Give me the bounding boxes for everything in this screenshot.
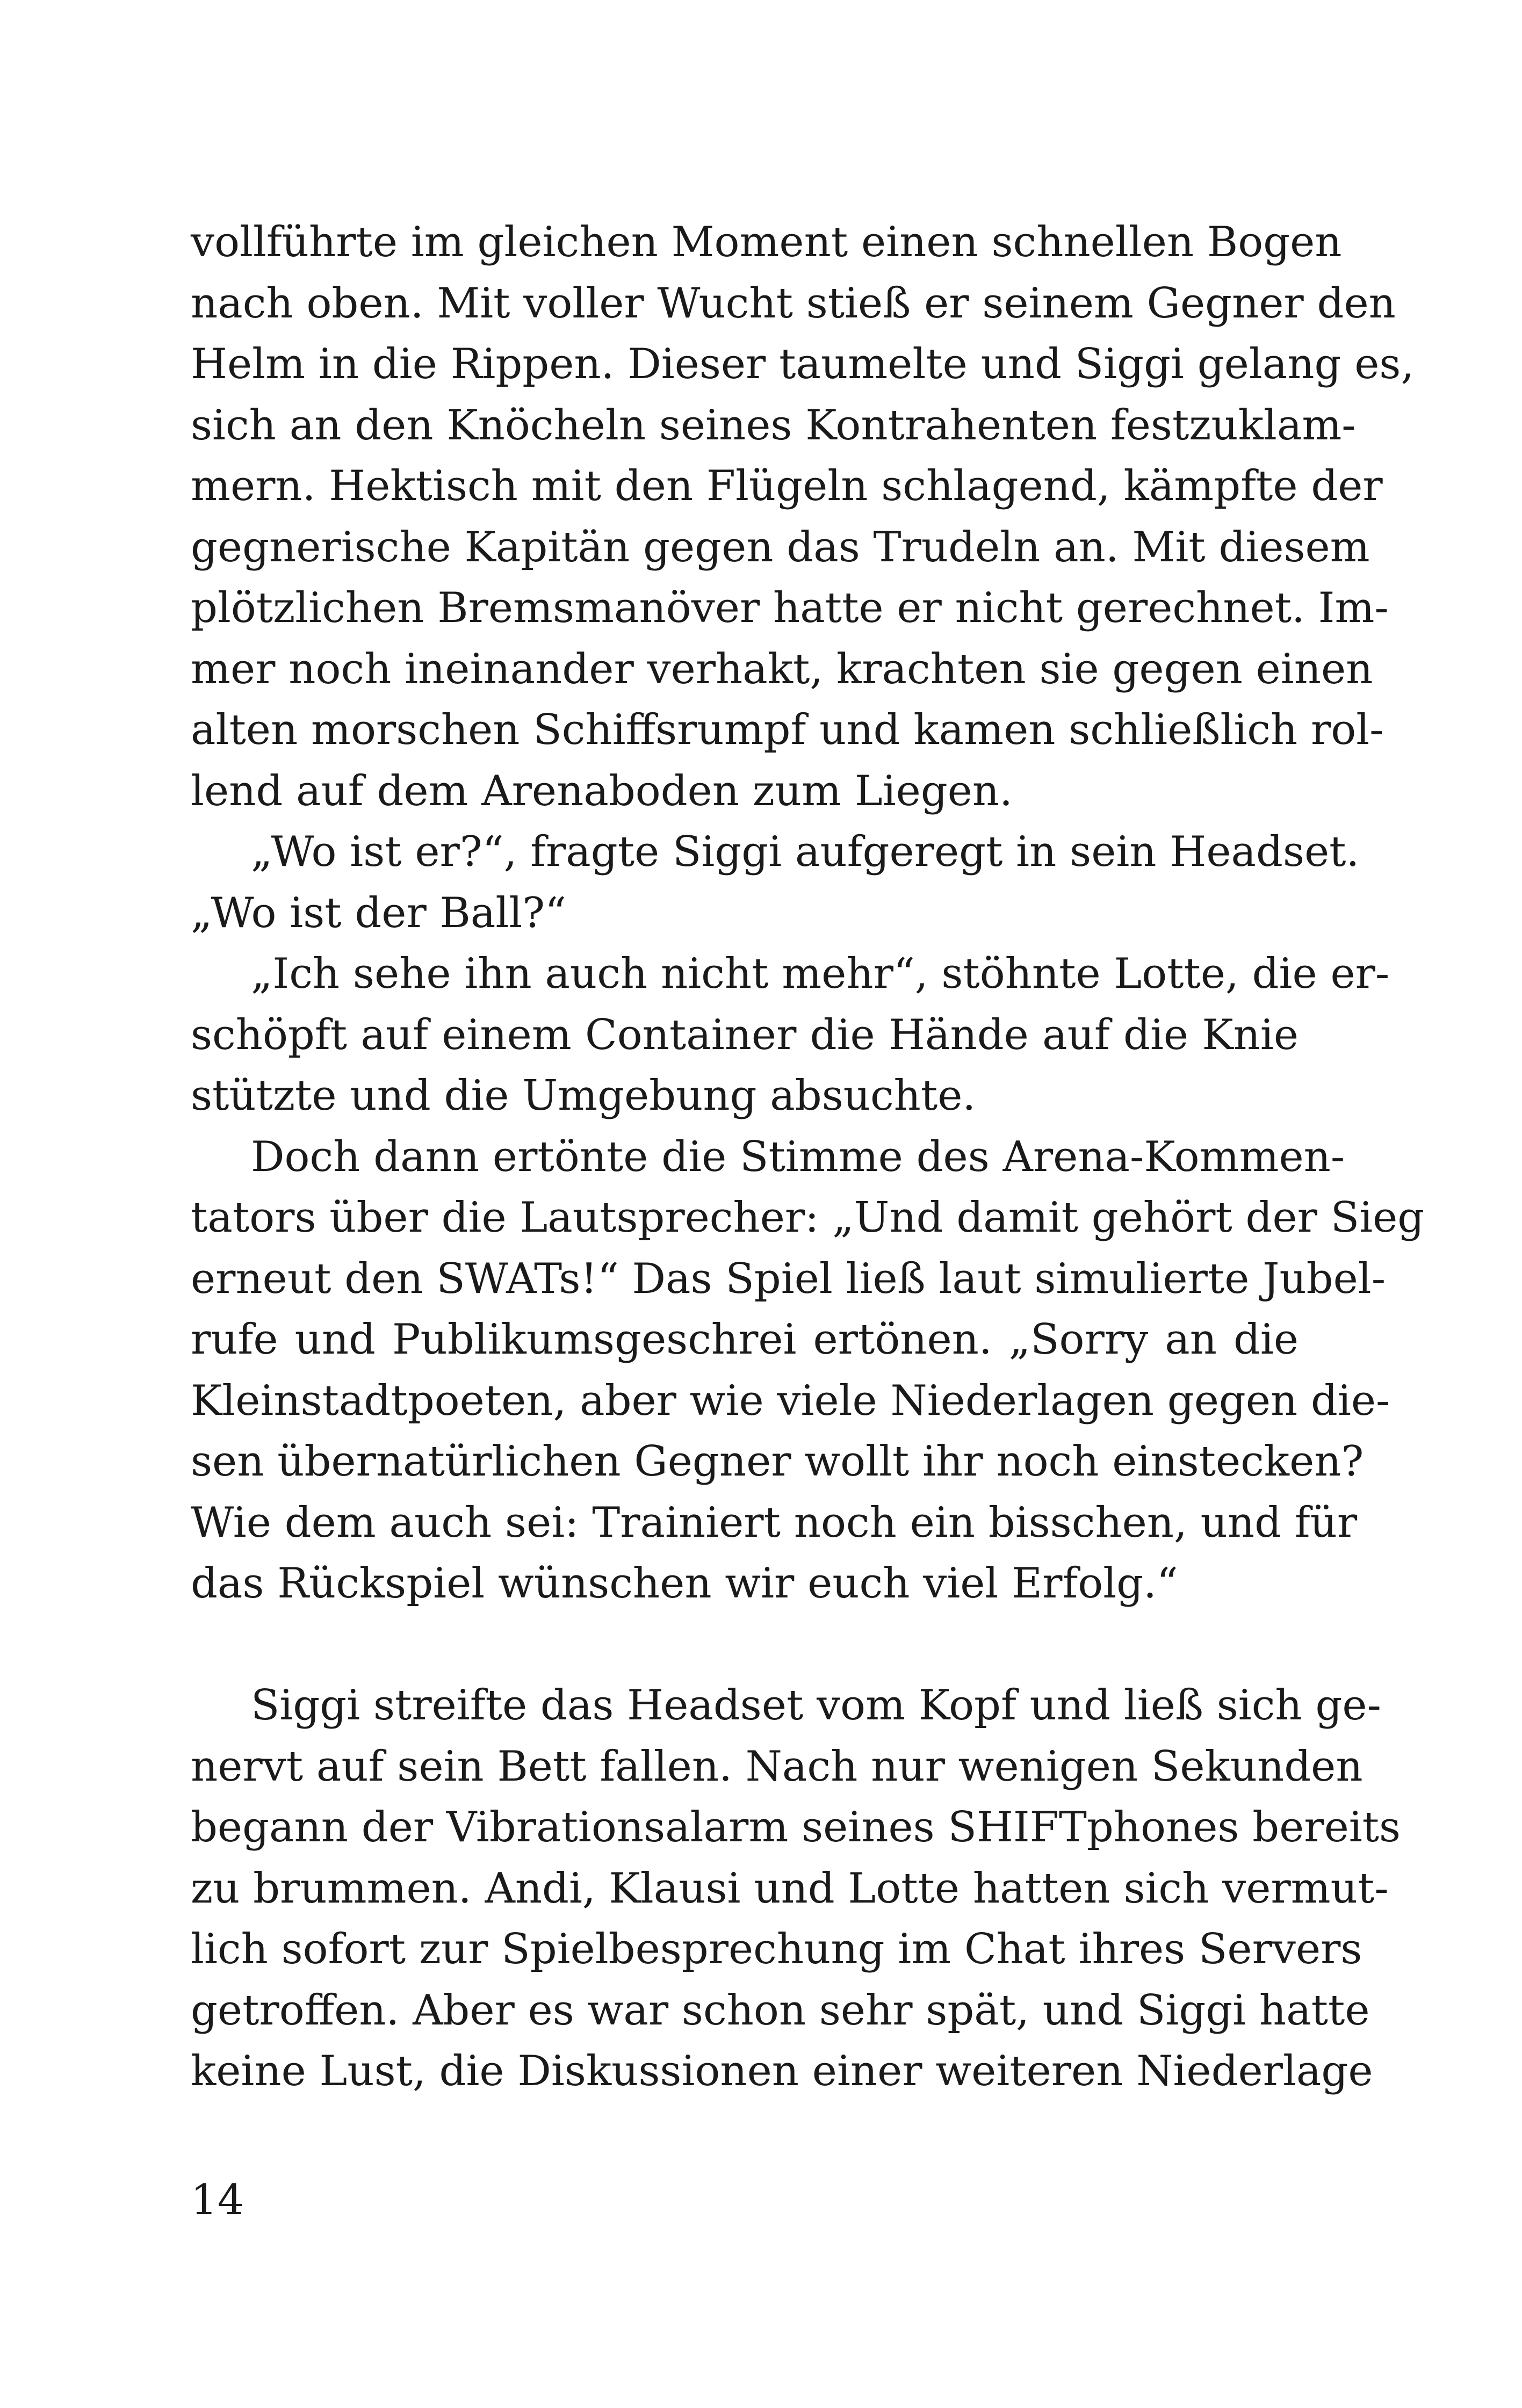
body-text [191,212,1425,2102]
text-line: „Wo ist er?“, fragte Siggi aufgeregt in sein Headset. [251,828,1360,876]
text-line: schöpft auf einem Container die Hände auf die Knie [191,1010,1299,1059]
text-line: nervt auf sein Bett fallen. Nach nur wenigen Sekunden [191,1742,1363,1791]
text-line: Kleinstadtpoeten, aber wie viele Niederlagen gegen die- [191,1376,1390,1425]
text-line: gegnerische Kapitän gegen das Trudeln an. Mit diesem [191,523,1370,572]
text-line: zu brummen. Andi, Klausi und Lotte hatten sich vermut- [191,1864,1389,1913]
text-line: rufe und Publikumsgeschrei ertönen. „Sorry an die [191,1315,1299,1364]
text-line: alten morschen Schiffsrumpf und kamen schließlich rol- [191,706,1384,754]
text-line: vollführte im gleichen Moment einen schnellen Bogen [191,218,1342,266]
text-line: Doch dann ertönte die Stimme des Arena-Kommen- [251,1132,1345,1181]
text-line: lich sofort zur Spielbesprechung im Chat ihres Servers [191,1925,1362,1973]
text-line: Wie dem auch sei: Trainiert noch ein bisschen, und für [191,1498,1358,1547]
text-line: getroffen. Aber es war schon sehr spät, und Siggi hatte [191,1986,1370,2035]
text-line: keine Lust, die Diskussionen einer weiteren Niederlage [191,2047,1373,2095]
text-line: sen übernatürlichen Gegner wollt ihr noch einstecken? [191,1437,1364,1486]
section-break [191,1615,1299,1676]
text-line: sich an den Knöcheln seines Kontrahenten festzuklam- [191,401,1356,450]
text-line: stützte und die Umgebung absuchte. [191,1072,976,1120]
text-line: Siggi streifte das Headset vom Kopf und ließ sich ge- [251,1681,1381,1730]
text-line: erneut den SWATs!“ Das Spiel ließ laut simulierte Jubel- [191,1254,1386,1303]
text-line: lend auf dem Arenaboden zum Liegen. [191,766,1013,815]
text-line: das Rückspiel wünschen wir euch viel Erfolg.“ [191,1559,1178,1608]
text-line: Helm in die Rippen. Dieser taumelte und Siggi gelang es, [191,340,1415,388]
text-line: begann der Vibrationsalarm seines SHIFTphones bereits [191,1803,1401,1852]
text-line: plötzlichen Bremsmanöver hatte er nicht gerechnet. Im- [191,584,1389,632]
paragraph-1 [191,212,1415,822]
paragraph-3 [191,944,1390,1127]
page-number: 14 [191,2176,244,2224]
paragraph-4 [191,1127,1425,1615]
text-line: „Ich sehe ihn auch nicht mehr“, stöhnte Lotte, die er- [251,950,1390,998]
text-line: nach oben. Mit voller Wucht stieß er seinem Gegner den [191,279,1396,328]
text-line: mern. Hektisch mit den Flügeln schlagend, kämpfte der [191,462,1383,510]
paragraph-5 [191,1675,1401,2102]
text-line: mer noch ineinander verhakt, krachten sie gegen einen [191,645,1373,693]
paragraph-2 [191,822,1360,944]
text-line: tators über die Lautsprecher: „Und damit gehört der Sieg [191,1194,1425,1242]
text-line: „Wo ist der Ball?“ [191,888,566,937]
